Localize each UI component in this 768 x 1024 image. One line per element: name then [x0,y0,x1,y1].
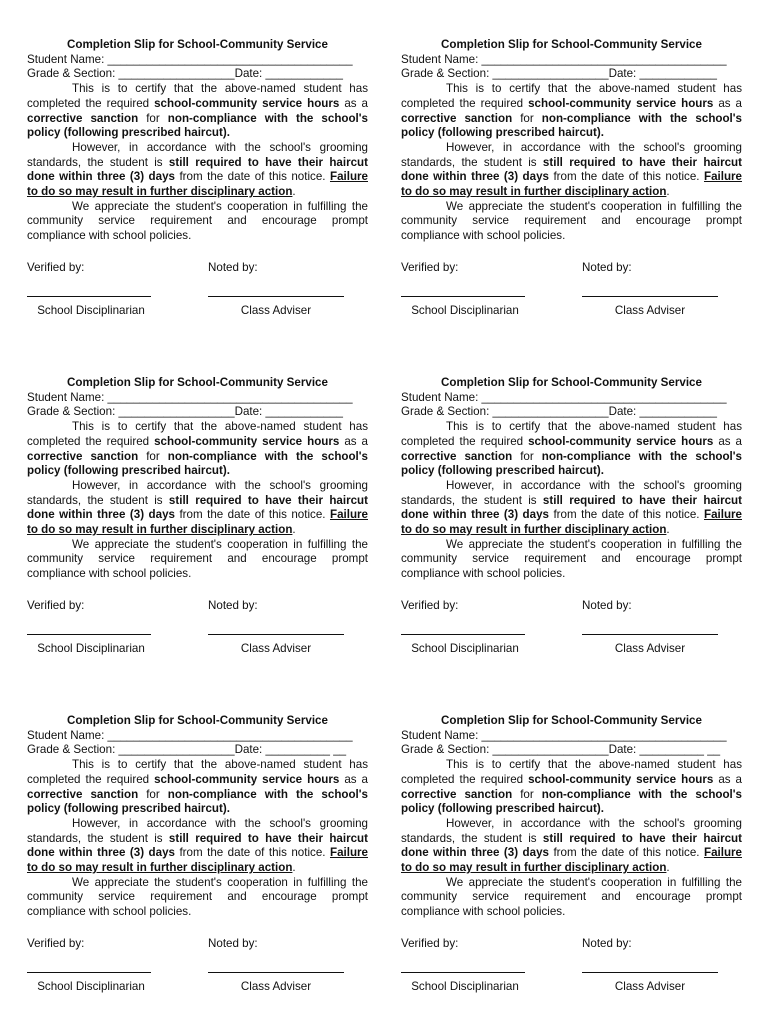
date-blank: ____________ [639,67,717,81]
student-name-field: Student Name: ______________________________________ [401,390,727,404]
signature-labels [27,937,368,952]
appreciation-paragraph: We appreciate the student's cooperation in fulfilling the community service requirement and encourage prompt compliance with school policies. [401,875,742,919]
grade-date-field [401,67,742,82]
signatory-titles [401,304,742,319]
haircut-requirement-paragraph: However, in accordance with the school's grooming standards, the student is still required to have their haircut done within three (3) days from the date of this notice. Failure to do so may result in further disciplinary action. [401,140,742,199]
grade-section-label: Grade & Section: __________________Date: [27,743,266,757]
verified-by-label: Verified by: [401,598,459,612]
grade-date-field [401,405,742,420]
verified-by-label: Verified by: [401,260,459,274]
signatory-titles [401,980,742,995]
signature-lines [401,614,742,642]
signature-lines [401,952,742,980]
grade-section-label: Grade & Section: __________________Date: [401,405,640,419]
school-disciplinarian-title: School Disciplinarian [411,979,519,993]
adviser-signature-line [208,972,344,973]
adviser-signature-line [208,296,344,297]
date-blank: ____________ [265,67,343,81]
verified-by-label: Verified by: [401,936,459,950]
verified-by-label: Verified by: [27,598,85,612]
completion-slip [27,714,368,995]
slip-title: Completion Slip for School-Community Service [441,376,702,389]
certification-paragraph: This is to certify that the above-named student has completed the required school-community service hours as a corrective sanction for non-compliance with the school's policy (following prescribed haircut). [401,420,742,478]
school-disciplinarian-title: School Disciplinarian [37,303,145,317]
signatory-titles [27,304,368,319]
completion-slip [401,38,742,319]
slip-title: Completion Slip for School-Community Service [67,714,328,727]
appreciation-paragraph: We appreciate the student's cooperation in fulfilling the community service requirement and encourage prompt compliance with school policies. [27,875,368,919]
slip-title: Completion Slip for School-Community Service [441,38,702,51]
adviser-signature-line [582,634,718,635]
completion-slip [401,376,742,657]
certification-paragraph: This is to certify that the above-named student has completed the required school-community service hours as a corrective sanction for non-compliance with the school's policy (following prescribed haircut). [401,758,742,816]
signatory-titles [401,642,742,657]
grade-section-label: Grade & Section: __________________Date: [401,743,640,757]
completion-slip [401,714,742,995]
date-blank: __________ __ [639,743,721,757]
grade-date-field [401,743,742,758]
class-adviser-title: Class Adviser [614,303,686,317]
signatory-titles [27,980,368,995]
class-adviser-title: Class Adviser [240,641,312,655]
adviser-signature-line [582,296,718,297]
adviser-signature-line [208,634,344,635]
certification-paragraph: This is to certify that the above-named student has completed the required school-community service hours as a corrective sanction for non-compliance with the school's policy (following prescribed haircut). [401,82,742,140]
haircut-requirement-paragraph: However, in accordance with the school's grooming standards, the student is still required to have their haircut done within three (3) days from the date of this notice. Failure to do so may result in further disciplinary action. [27,478,368,537]
signature-lines [27,276,368,304]
haircut-requirement-paragraph: However, in accordance with the school's grooming standards, the student is still required to have their haircut done within three (3) days from the date of this notice. Failure to do so may result in further disciplinary action. [27,140,368,199]
grade-section-label: Grade & Section: __________________Date: [27,405,266,419]
grade-section-label: Grade & Section: __________________Date: [401,67,640,81]
certification-paragraph: This is to certify that the above-named student has completed the required school-community service hours as a corrective sanction for non-compliance with the school's policy (following prescribed haircut). [27,758,368,816]
school-disciplinarian-title: School Disciplinarian [411,303,519,317]
signature-lines [401,276,742,304]
disciplinarian-signature-line [27,972,151,973]
appreciation-paragraph: We appreciate the student's cooperation in fulfilling the community service requirement and encourage prompt compliance with school policies. [27,199,368,243]
school-disciplinarian-title: School Disciplinarian [411,641,519,655]
disciplinarian-signature-line [401,296,525,297]
verified-by-label: Verified by: [27,936,85,950]
grade-date-field [27,67,368,82]
student-name-field: Student Name: ______________________________________ [27,52,353,66]
date-blank: __________ __ [265,743,347,757]
disciplinarian-signature-line [401,634,525,635]
disciplinarian-signature-line [401,972,525,973]
signature-labels [401,937,742,952]
noted-by-label: Noted by: [208,598,258,612]
slip-title: Completion Slip for School-Community Service [67,38,328,51]
class-adviser-title: Class Adviser [614,641,686,655]
appreciation-paragraph: We appreciate the student's cooperation in fulfilling the community service requirement and encourage prompt compliance with school policies. [27,537,368,581]
student-name-field: Student Name: ______________________________________ [401,52,727,66]
date-blank: ____________ [265,405,343,419]
certification-paragraph: This is to certify that the above-named student has completed the required school-community service hours as a corrective sanction for non-compliance with the school's policy (following prescribed haircut). [27,420,368,478]
signature-lines [27,952,368,980]
grade-section-label: Grade & Section: __________________Date: [27,67,266,81]
certification-paragraph: This is to certify that the above-named student has completed the required school-community service hours as a corrective sanction for non-compliance with the school's policy (following prescribed haircut). [27,82,368,140]
completion-slip [27,38,368,319]
appreciation-paragraph: We appreciate the student's cooperation in fulfilling the community service requirement and encourage prompt compliance with school policies. [401,199,742,243]
haircut-requirement-paragraph: However, in accordance with the school's grooming standards, the student is still required to have their haircut done within three (3) days from the date of this notice. Failure to do so may result in further disciplinary action. [401,478,742,537]
signature-lines [27,614,368,642]
date-blank: ____________ [639,405,717,419]
signatory-titles [27,642,368,657]
noted-by-label: Noted by: [582,598,632,612]
grade-date-field [27,743,368,758]
class-adviser-title: Class Adviser [240,303,312,317]
school-disciplinarian-title: School Disciplinarian [37,641,145,655]
verified-by-label: Verified by: [27,260,85,274]
noted-by-label: Noted by: [582,260,632,274]
noted-by-label: Noted by: [208,936,258,950]
haircut-requirement-paragraph: However, in accordance with the school's grooming standards, the student is still required to have their haircut done within three (3) days from the date of this notice. Failure to do so may result in further disciplinary action. [27,816,368,875]
slip-title: Completion Slip for School-Community Service [67,376,328,389]
adviser-signature-line [582,972,718,973]
student-name-field: Student Name: ______________________________________ [27,390,353,404]
student-name-field: Student Name: ______________________________________ [27,728,353,742]
class-adviser-title: Class Adviser [240,979,312,993]
disciplinarian-signature-line [27,634,151,635]
class-adviser-title: Class Adviser [614,979,686,993]
grade-date-field [27,405,368,420]
haircut-requirement-paragraph: However, in accordance with the school's grooming standards, the student is still required to have their haircut done within three (3) days from the date of this notice. Failure to do so may result in further disciplinary action. [401,816,742,875]
appreciation-paragraph: We appreciate the student's cooperation in fulfilling the community service requirement and encourage prompt compliance with school policies. [401,537,742,581]
signature-labels [401,261,742,276]
signature-labels [27,261,368,276]
completion-slip [27,376,368,657]
slip-title: Completion Slip for School-Community Service [441,714,702,727]
signature-labels [27,599,368,614]
noted-by-label: Noted by: [208,260,258,274]
noted-by-label: Noted by: [582,936,632,950]
student-name-field: Student Name: ______________________________________ [401,728,727,742]
disciplinarian-signature-line [27,296,151,297]
school-disciplinarian-title: School Disciplinarian [37,979,145,993]
signature-labels [401,599,742,614]
